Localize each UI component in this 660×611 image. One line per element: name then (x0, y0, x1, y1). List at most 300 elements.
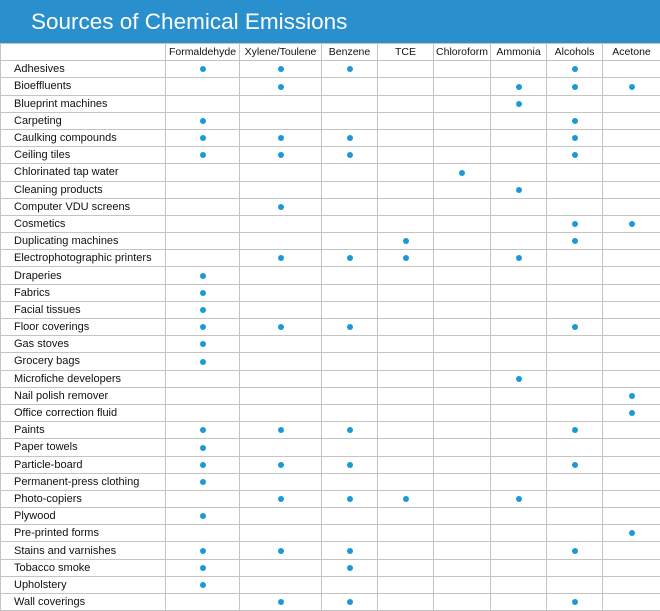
table-cell (434, 215, 491, 232)
emission-dot (347, 152, 353, 158)
emission-dot (200, 462, 206, 468)
table-cell (434, 95, 491, 112)
emissions-table (0, 43, 660, 611)
table-cell (166, 284, 240, 301)
table-cell (491, 215, 547, 232)
table-cell (378, 164, 434, 181)
table-cell (322, 112, 378, 129)
table-cell (378, 473, 434, 490)
table-cell (434, 147, 491, 164)
column-header: Xylene/Toulene (240, 44, 322, 61)
table-cell (378, 78, 434, 95)
table-row (1, 284, 660, 301)
column-header: Formaldehyde (166, 44, 240, 61)
table-row (1, 147, 660, 164)
table-cell (322, 267, 378, 284)
emission-dot (278, 427, 284, 433)
table-cell (491, 284, 547, 301)
table-cell (547, 61, 603, 78)
table-cell (240, 404, 322, 421)
source-label: Gas stoves (1, 336, 166, 353)
emission-dot (572, 462, 578, 468)
table-cell (434, 267, 491, 284)
table-cell (240, 301, 322, 318)
table-row (1, 215, 660, 232)
emission-dot (629, 393, 635, 399)
emission-dot (278, 204, 284, 210)
table-cell (322, 301, 378, 318)
table-cell (547, 404, 603, 421)
table-cell (322, 559, 378, 576)
source-label: Microfiche developers (1, 370, 166, 387)
table-cell (434, 508, 491, 525)
table-cell (603, 387, 660, 404)
source-label: Office correction fluid (1, 404, 166, 421)
table-cell (322, 181, 378, 198)
table-cell (603, 576, 660, 593)
table-cell (378, 112, 434, 129)
table-cell (491, 490, 547, 507)
table-row (1, 129, 660, 146)
table-cell (378, 267, 434, 284)
source-label: Fabrics (1, 284, 166, 301)
table-cell (240, 456, 322, 473)
source-label: Bioeffluents (1, 78, 166, 95)
column-header: Ammonia (491, 44, 547, 61)
table-cell (603, 267, 660, 284)
table-cell (434, 250, 491, 267)
table-cell (322, 336, 378, 353)
table-cell (166, 542, 240, 559)
emission-dot (572, 238, 578, 244)
source-label: Cleaning products (1, 181, 166, 198)
table-cell (166, 129, 240, 146)
table-row (1, 439, 660, 456)
table-cell (491, 439, 547, 456)
table-cell (322, 404, 378, 421)
table-cell (166, 112, 240, 129)
table-cell (603, 559, 660, 576)
table-cell (603, 319, 660, 336)
table-cell (603, 542, 660, 559)
emission-dot (459, 170, 465, 176)
table-row (1, 301, 660, 318)
emission-dot (200, 135, 206, 141)
emission-dot (347, 324, 353, 330)
emission-dot (572, 427, 578, 433)
table-cell (603, 129, 660, 146)
emission-dot (572, 84, 578, 90)
table-cell (378, 525, 434, 542)
column-header: TCE (378, 44, 434, 61)
emission-dot (403, 238, 409, 244)
source-label: Pre-printed forms (1, 525, 166, 542)
table-cell (434, 164, 491, 181)
table-cell (603, 164, 660, 181)
table-cell (547, 473, 603, 490)
table-cell (547, 387, 603, 404)
table-cell (547, 422, 603, 439)
table-cell (240, 525, 322, 542)
emission-dot (347, 255, 353, 261)
table-cell (547, 508, 603, 525)
source-label: Duplicating machines (1, 233, 166, 250)
table-row (1, 559, 660, 576)
table-cell (603, 490, 660, 507)
emission-dot (200, 479, 206, 485)
table-cell (240, 387, 322, 404)
table-cell (240, 233, 322, 250)
table-cell (378, 490, 434, 507)
table-cell (240, 559, 322, 576)
table-cell (491, 319, 547, 336)
table-cell (547, 78, 603, 95)
table-cell (547, 215, 603, 232)
table-cell (491, 129, 547, 146)
table-cell (322, 387, 378, 404)
table-cell (322, 473, 378, 490)
table-cell (547, 147, 603, 164)
table-row (1, 404, 660, 421)
table-cell (547, 112, 603, 129)
table-cell (322, 164, 378, 181)
emission-dot (572, 324, 578, 330)
table-cell (240, 336, 322, 353)
emission-dot (572, 152, 578, 158)
table-row (1, 542, 660, 559)
table-cell (166, 422, 240, 439)
emission-dot (347, 548, 353, 554)
table-cell (491, 404, 547, 421)
table-cell (491, 559, 547, 576)
table-cell (240, 508, 322, 525)
table-cell (166, 559, 240, 576)
emission-dot (200, 66, 206, 72)
emission-dot (200, 290, 206, 296)
table-cell (603, 250, 660, 267)
table-cell (491, 250, 547, 267)
emission-dot (278, 255, 284, 261)
table-cell (491, 95, 547, 112)
emission-dot (278, 324, 284, 330)
table-cell (603, 147, 660, 164)
emission-dot (200, 341, 206, 347)
emission-dot (403, 496, 409, 502)
table-cell (378, 198, 434, 215)
table-cell (166, 164, 240, 181)
source-label: Floor coverings (1, 319, 166, 336)
table-cell (378, 439, 434, 456)
table-cell (434, 576, 491, 593)
emission-dot (347, 599, 353, 605)
table-row (1, 181, 660, 198)
emission-dot (200, 152, 206, 158)
table-cell (378, 301, 434, 318)
table-cell (240, 422, 322, 439)
table-row (1, 456, 660, 473)
table-cell (322, 439, 378, 456)
source-label: Computer VDU screens (1, 198, 166, 215)
table-cell (547, 370, 603, 387)
emission-dot (347, 565, 353, 571)
table-cell (378, 422, 434, 439)
table-cell (378, 456, 434, 473)
table-row (1, 594, 660, 611)
table-cell (322, 250, 378, 267)
table-cell (240, 267, 322, 284)
table-cell (166, 456, 240, 473)
table-cell (322, 490, 378, 507)
emission-dot (629, 84, 635, 90)
table-cell (166, 404, 240, 421)
table-cell (491, 473, 547, 490)
chart-title: Sources of Chemical Emissions (0, 0, 660, 43)
table-cell (603, 353, 660, 370)
table-cell (378, 319, 434, 336)
table-row (1, 112, 660, 129)
column-header: Acetone (603, 44, 660, 61)
table-cell (322, 233, 378, 250)
table-cell (322, 508, 378, 525)
table-cell (603, 78, 660, 95)
source-label: Caulking compounds (1, 129, 166, 146)
table-cell (166, 490, 240, 507)
emission-dot (516, 376, 522, 382)
table-cell (240, 112, 322, 129)
emission-dot (347, 427, 353, 433)
table-cell (322, 456, 378, 473)
table-cell (547, 542, 603, 559)
table-cell (434, 456, 491, 473)
table-cell (434, 490, 491, 507)
table-cell (240, 284, 322, 301)
table-cell (322, 284, 378, 301)
table-cell (547, 198, 603, 215)
table-cell (547, 164, 603, 181)
table-cell (547, 284, 603, 301)
table-cell (547, 301, 603, 318)
table-cell (322, 525, 378, 542)
table-cell (378, 559, 434, 576)
emission-dot (278, 152, 284, 158)
table-cell (166, 61, 240, 78)
table-row (1, 319, 660, 336)
table-cell (240, 147, 322, 164)
table-body (1, 61, 660, 611)
table-row (1, 198, 660, 215)
table-cell (434, 525, 491, 542)
table-cell (603, 456, 660, 473)
table-cell (378, 576, 434, 593)
table-cell (603, 181, 660, 198)
table-cell (603, 439, 660, 456)
source-label: Paints (1, 422, 166, 439)
emission-dot (347, 462, 353, 468)
emission-dot (516, 255, 522, 261)
table-cell (378, 336, 434, 353)
table-cell (547, 456, 603, 473)
emission-dot (572, 548, 578, 554)
emission-dot (278, 462, 284, 468)
table-cell (491, 61, 547, 78)
table-cell (378, 284, 434, 301)
emission-dot (347, 135, 353, 141)
emission-dot (516, 84, 522, 90)
table-cell (378, 594, 434, 611)
table-cell (166, 78, 240, 95)
table-cell (434, 404, 491, 421)
table-cell (166, 439, 240, 456)
table-cell (547, 559, 603, 576)
table-cell (603, 284, 660, 301)
table-cell (434, 198, 491, 215)
table-row (1, 233, 660, 250)
table-cell (378, 215, 434, 232)
table-cell (434, 78, 491, 95)
emission-dot (347, 496, 353, 502)
table-cell (166, 336, 240, 353)
table-cell (322, 129, 378, 146)
table-cell (547, 576, 603, 593)
table-cell (166, 387, 240, 404)
emission-dot (572, 221, 578, 227)
table-cell (547, 250, 603, 267)
table-cell (603, 594, 660, 611)
table-cell (166, 215, 240, 232)
table-cell (378, 147, 434, 164)
table-cell (434, 422, 491, 439)
table-cell (166, 301, 240, 318)
emission-dot (200, 582, 206, 588)
table-cell (322, 370, 378, 387)
table-cell (491, 525, 547, 542)
emission-dot (516, 496, 522, 502)
table-cell (603, 422, 660, 439)
table-row (1, 387, 660, 404)
table-cell (603, 508, 660, 525)
table-cell (603, 233, 660, 250)
table-cell (491, 576, 547, 593)
table-cell (322, 542, 378, 559)
table-cell (166, 576, 240, 593)
source-label: Cosmetics (1, 215, 166, 232)
table-cell (322, 576, 378, 593)
emission-dot (200, 565, 206, 571)
table-cell (547, 490, 603, 507)
source-label: Upholstery (1, 576, 166, 593)
table-cell (434, 353, 491, 370)
table-cell (491, 181, 547, 198)
emission-dot (200, 307, 206, 313)
table-cell (378, 542, 434, 559)
table-cell (166, 267, 240, 284)
source-label: Nail polish remover (1, 387, 166, 404)
table-cell (240, 353, 322, 370)
table-cell (240, 181, 322, 198)
emission-dot (200, 548, 206, 554)
table-cell (378, 508, 434, 525)
table-cell (166, 147, 240, 164)
emission-dot (278, 135, 284, 141)
emission-dot (572, 66, 578, 72)
table-cell (166, 473, 240, 490)
table-cell (240, 473, 322, 490)
table-cell (603, 95, 660, 112)
column-header: Chloroform (434, 44, 491, 61)
table-row (1, 353, 660, 370)
source-label: Plywood (1, 508, 166, 525)
table-cell (434, 181, 491, 198)
table-cell (603, 198, 660, 215)
table-cell (240, 490, 322, 507)
corner-header-cell (1, 44, 166, 61)
table-cell (491, 422, 547, 439)
table-row (1, 525, 660, 542)
table-cell (322, 594, 378, 611)
table-cell (378, 370, 434, 387)
table-cell (378, 95, 434, 112)
emission-dot (403, 255, 409, 261)
table-cell (491, 594, 547, 611)
emission-dot (629, 410, 635, 416)
table-cell (240, 542, 322, 559)
table-cell (240, 164, 322, 181)
table-cell (603, 61, 660, 78)
table-cell (434, 301, 491, 318)
table-cell (322, 215, 378, 232)
table-cell (434, 559, 491, 576)
emission-dot (200, 118, 206, 124)
table-row (1, 78, 660, 95)
source-label: Ceiling tiles (1, 147, 166, 164)
table-cell (603, 525, 660, 542)
source-label: Chlorinated tap water (1, 164, 166, 181)
emission-dot (347, 66, 353, 72)
table-cell (603, 404, 660, 421)
source-label: Carpeting (1, 112, 166, 129)
table-cell (166, 525, 240, 542)
table-cell (491, 370, 547, 387)
table-cell (378, 387, 434, 404)
table-cell (491, 147, 547, 164)
table-cell (166, 198, 240, 215)
source-label: Draperies (1, 267, 166, 284)
source-label: Wall coverings (1, 594, 166, 611)
table-cell (603, 301, 660, 318)
table-cell (547, 233, 603, 250)
table-cell (491, 301, 547, 318)
emission-dot (200, 445, 206, 451)
table-cell (491, 456, 547, 473)
emission-dot (278, 548, 284, 554)
table-cell (434, 233, 491, 250)
table-cell (240, 319, 322, 336)
table-cell (491, 353, 547, 370)
source-label: Photo-copiers (1, 490, 166, 507)
source-label: Tobacco smoke (1, 559, 166, 576)
table-cell (491, 112, 547, 129)
table-cell (547, 181, 603, 198)
emission-dot (629, 221, 635, 227)
table-cell (434, 370, 491, 387)
table-cell (240, 129, 322, 146)
source-label: Grocery bags (1, 353, 166, 370)
table-cell (378, 129, 434, 146)
table-cell (491, 164, 547, 181)
table-cell (322, 353, 378, 370)
table-cell (434, 284, 491, 301)
table-cell (547, 267, 603, 284)
